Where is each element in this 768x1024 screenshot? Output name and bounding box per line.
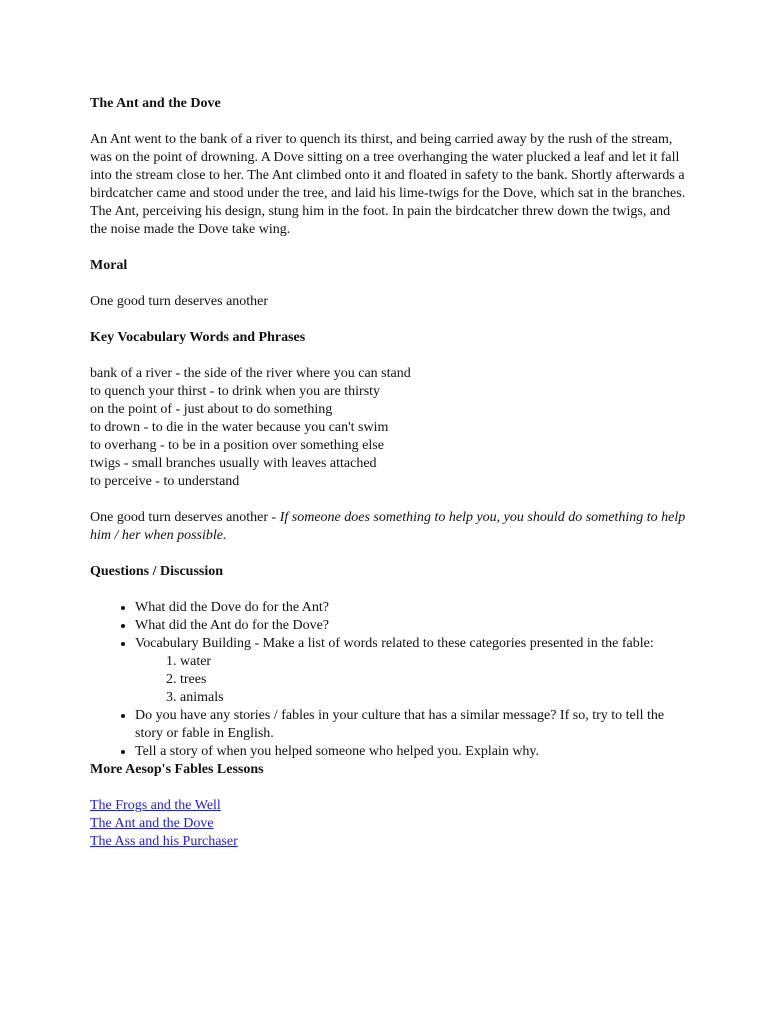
moral-heading: Moral (90, 258, 128, 273)
vocabulary-item: to drown - to die in the water because you can't swim (90, 420, 389, 435)
vocabulary-item: to quench your thirst - to drink when you are thirsty (90, 384, 381, 399)
question-text: Vocabulary Building - Make a list of words related to these categories presented in the fable: (135, 636, 654, 651)
phrase-meaning: If someone does something to help you, you should do something to help him / her when possible. (90, 510, 686, 543)
question-text: Do you have any stories / fables in your culture that has a similar message? If so, try to tell the story or fable in English. (135, 708, 665, 741)
lesson-link-frogs-and-well[interactable]: The Frogs and the Well (90, 798, 221, 813)
vocabulary-item: to overhang - to be in a position over something else (90, 438, 384, 453)
category-item: 3. animals (180, 689, 690, 707)
question-item (135, 635, 690, 707)
story-paragraph: An Ant went to the bank of a river to quench its thirst, and being carried away by the rush of the stream, was on the point of drowning. A Dove sitting on a tree overhanging the water plucked a leaf and let it fall into the stream close to her. The Ant climbed onto it and floated in safety to the bank. Shortly afterwards a birdcatcher came and stood under the tree, and laid his lime-twigs for the Dove, which sat in the branches. The Ant, perceiving his design, stung him in the foot. In pain the birdcatcher threw down the twigs, and the noise made the Dove take wing. (90, 132, 686, 237)
vocabulary-item: on the point of - just about to do something (90, 402, 333, 417)
question-item (135, 617, 690, 635)
question-text: Tell a story of when you helped someone who helped you. Explain why. (135, 744, 540, 759)
question-item (135, 707, 690, 743)
questions-list (90, 599, 690, 761)
phrase-term: One good turn deserves another - (90, 510, 280, 525)
document-page (90, 95, 690, 851)
category-item: 2. trees (180, 671, 690, 689)
moral-text: One good turn deserves another (90, 294, 269, 309)
page-title: The Ant and the Dove (90, 96, 221, 111)
question-text: What did the Ant do for the Dove? (135, 618, 330, 633)
question-text: What did the Dove do for the Ant? (135, 600, 330, 615)
vocabulary-item: twigs - small branches usually with leaves attached (90, 456, 377, 471)
vocabulary-heading: Key Vocabulary Words and Phrases (90, 330, 306, 345)
category-list (135, 653, 690, 707)
question-item (135, 743, 690, 761)
lesson-link-ant-and-dove[interactable]: The Ant and the Dove (90, 816, 214, 831)
lesson-link-ass-and-purchaser[interactable]: The Ass and his Purchaser (90, 834, 238, 849)
phrase-definition (90, 509, 690, 545)
more-lessons-heading: More Aesop's Fables Lessons (90, 762, 264, 777)
question-item (135, 599, 690, 617)
lesson-links (90, 797, 690, 851)
vocabulary-item: to perceive - to understand (90, 474, 240, 489)
vocabulary-item: bank of a river - the side of the river where you can stand (90, 366, 411, 381)
category-item: 1. water (180, 653, 690, 671)
questions-heading: Questions / Discussion (90, 564, 224, 579)
vocabulary-list (90, 365, 690, 491)
